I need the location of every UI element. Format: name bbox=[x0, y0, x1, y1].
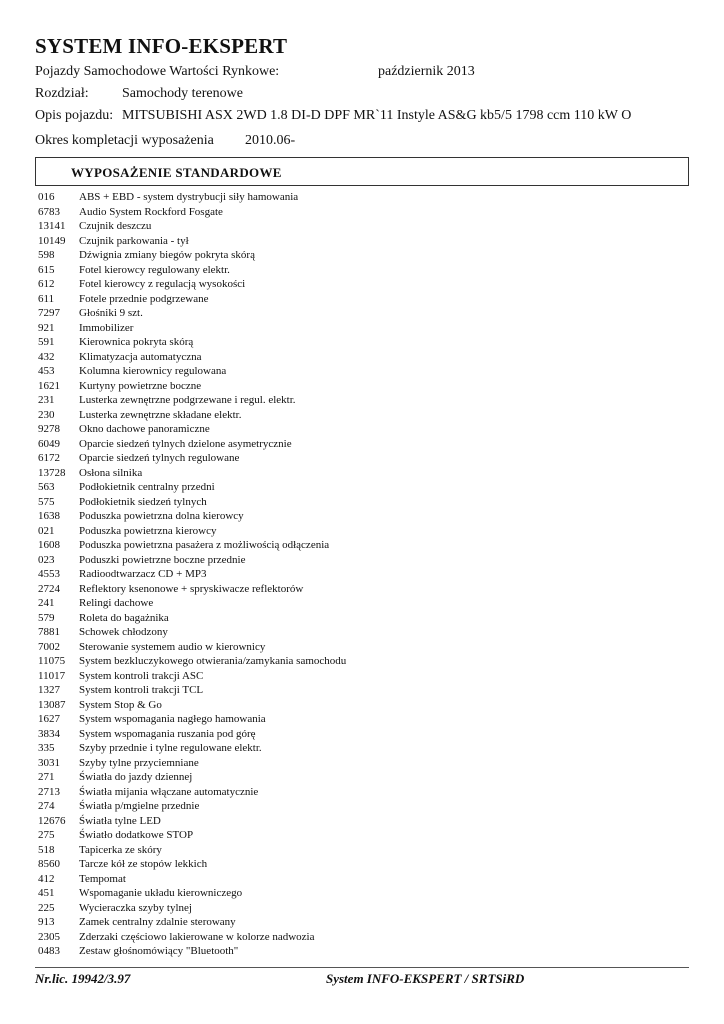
list-item bbox=[38, 814, 688, 829]
equipment-name: Oparcie siedzeń tylnych regulowane bbox=[79, 452, 240, 464]
equipment-name: Kolumna kierownicy regulowana bbox=[79, 365, 227, 377]
equipment-name: Osłona silnika bbox=[79, 466, 143, 479]
equipment-code: 453 bbox=[38, 365, 55, 377]
equipment-code: 225 bbox=[38, 901, 55, 914]
equipment-name: Schowek chłodzony bbox=[79, 626, 168, 638]
equipment-code: 598 bbox=[38, 249, 55, 261]
equipment-code: 451 bbox=[38, 887, 55, 899]
list-item bbox=[38, 393, 688, 408]
list-item bbox=[38, 625, 688, 640]
equipment-name: Czujnik deszczu bbox=[79, 220, 152, 232]
list-item bbox=[38, 712, 688, 727]
equipment-code: 275 bbox=[38, 829, 55, 841]
equipment-code: 2713 bbox=[38, 785, 60, 798]
equipment-list bbox=[38, 190, 688, 959]
standard-equipment-header bbox=[35, 157, 689, 186]
equipment-name: Lusterka zewnętrzne podgrzewane i regul. elektr. bbox=[79, 394, 296, 406]
list-item bbox=[38, 248, 688, 263]
equipment-code: 2724 bbox=[38, 582, 60, 595]
equipment-name: Czujnik parkowania - tył bbox=[79, 234, 189, 247]
market-values-label: Pojazdy Samochodowe Wartości Rynkowe: bbox=[35, 64, 280, 79]
equipment-name: System kontroli trakcji ASC bbox=[79, 669, 204, 682]
equipment-name: Dźwignia zmiany biegów pokryta skórą bbox=[79, 249, 255, 261]
equipment-code: 12676 bbox=[38, 814, 66, 827]
equipment-name: Okno dachowe panoramiczne bbox=[79, 423, 210, 435]
document-title: SYSTEM INFO-EKSPERT bbox=[35, 34, 288, 58]
list-item bbox=[38, 263, 688, 278]
equipment-code: 1608 bbox=[38, 539, 60, 551]
list-item bbox=[38, 422, 688, 437]
list-item bbox=[38, 872, 688, 887]
equipment-name: Szyby przednie i tylne regulowane elektr. bbox=[79, 742, 262, 754]
list-item bbox=[38, 756, 688, 771]
equipment-name: Audio System Rockford Fosgate bbox=[79, 205, 223, 218]
list-item bbox=[38, 567, 688, 582]
list-item bbox=[38, 364, 688, 379]
list-item bbox=[38, 379, 688, 394]
equipment-code: 412 bbox=[38, 872, 55, 885]
equipment-code: 432 bbox=[38, 350, 55, 363]
list-item bbox=[38, 335, 688, 350]
list-item bbox=[38, 538, 688, 553]
equipment-code: 921 bbox=[38, 321, 55, 334]
equipment-code: 7002 bbox=[38, 640, 60, 653]
equipment-name: Fotel kierowcy z regulacją wysokości bbox=[79, 278, 246, 290]
footer-divider bbox=[35, 967, 689, 968]
equipment-name: System kontroli trakcji TCL bbox=[79, 684, 204, 696]
list-item bbox=[38, 683, 688, 698]
equipment-name: Lusterka zewnętrzne składane elektr. bbox=[79, 408, 242, 421]
equipment-name: System Stop & Go bbox=[79, 698, 162, 711]
list-item bbox=[38, 857, 688, 872]
equipment-name: Wspomaganie układu kierowniczego bbox=[79, 887, 243, 899]
equipment-code: 11075 bbox=[38, 655, 66, 667]
list-item bbox=[38, 495, 688, 510]
equipment-name: Kierownica pokryta skórą bbox=[79, 336, 194, 348]
list-item bbox=[38, 350, 688, 365]
equipment-code: 612 bbox=[38, 278, 55, 290]
list-item bbox=[38, 669, 688, 684]
equipment-code: 615 bbox=[38, 263, 55, 276]
equipment-period-label: Okres kompletacji wyposażenia bbox=[35, 133, 214, 148]
system-credit: System INFO-EKSPERT / SRTSiRD bbox=[326, 971, 525, 986]
equipment-name: System wspomagania ruszania pod górę bbox=[79, 727, 256, 740]
list-item bbox=[38, 785, 688, 800]
report-date: październik 2013 bbox=[378, 64, 475, 79]
equipment-code: 9278 bbox=[38, 423, 60, 435]
equipment-name: Radioodtwarzacz CD + MP3 bbox=[79, 568, 207, 580]
equipment-code: 271 bbox=[38, 771, 55, 783]
equipment-code: 241 bbox=[38, 597, 55, 609]
equipment-code: 0483 bbox=[38, 945, 60, 957]
list-item bbox=[38, 698, 688, 713]
equipment-code: 518 bbox=[38, 843, 55, 856]
equipment-code: 7881 bbox=[38, 626, 60, 638]
equipment-code: 1327 bbox=[38, 684, 60, 696]
list-item bbox=[38, 292, 688, 307]
list-item bbox=[38, 741, 688, 756]
list-item bbox=[38, 553, 688, 568]
equipment-name: Światła mijania włączane automatycznie bbox=[79, 785, 259, 798]
equipment-name: Zderzaki częściowo lakierowane w kolorze nadwozia bbox=[79, 930, 315, 943]
list-item bbox=[38, 451, 688, 466]
equipment-name: Roleta do bagażnika bbox=[79, 611, 169, 624]
list-item bbox=[38, 727, 688, 742]
list-item bbox=[38, 596, 688, 611]
list-item bbox=[38, 654, 688, 669]
equipment-code: 13728 bbox=[38, 466, 66, 479]
equipment-name: Fotel kierowcy regulowany elektr. bbox=[79, 263, 230, 276]
list-item bbox=[38, 321, 688, 336]
equipment-name: Szyby tylne przyciemniane bbox=[79, 756, 199, 769]
equipment-name: Podłokietnik centralny przedni bbox=[79, 481, 215, 493]
equipment-name: Światła p/mgielne przednie bbox=[79, 800, 200, 812]
equipment-code: 230 bbox=[38, 408, 55, 421]
list-item bbox=[38, 799, 688, 814]
list-item bbox=[38, 190, 688, 205]
equipment-name: Relingi dachowe bbox=[79, 597, 154, 609]
equipment-code: 11017 bbox=[38, 669, 66, 682]
equipment-code: 3834 bbox=[38, 727, 60, 740]
list-item bbox=[38, 611, 688, 626]
equipment-name: Poduszki powietrzne boczne przednie bbox=[79, 553, 246, 566]
list-item bbox=[38, 466, 688, 481]
equipment-name: Zestaw głośnomówiący "Bluetooth" bbox=[79, 945, 239, 957]
list-item bbox=[38, 930, 688, 945]
section-value: Samochody terenowe bbox=[122, 86, 243, 101]
equipment-name: Reflektory ksenonowe + spryskiwacze reflektorów bbox=[79, 582, 304, 595]
equipment-name: Tarcze kół ze stopów lekkich bbox=[79, 858, 208, 870]
list-item bbox=[38, 944, 688, 959]
equipment-name: Sterowanie systemem audio w kierownicy bbox=[79, 640, 266, 653]
equipment-name: Zamek centralny zdalnie sterowany bbox=[79, 916, 236, 928]
list-item bbox=[38, 306, 688, 321]
equipment-code: 4553 bbox=[38, 568, 60, 580]
equipment-code: 6172 bbox=[38, 452, 60, 464]
equipment-name: Oparcie siedzeń tylnych dzielone asymetrycznie bbox=[79, 437, 292, 450]
equipment-code: 016 bbox=[38, 191, 55, 203]
vehicle-label: Opis pojazdu: bbox=[35, 108, 114, 123]
equipment-name: Poduszka powietrzna dolna kierowcy bbox=[79, 510, 244, 522]
equipment-name: Fotele przednie podgrzewane bbox=[79, 292, 209, 305]
equipment-period-value: 2010.06- bbox=[245, 133, 296, 148]
equipment-name: Poduszka powietrzna pasażera z możliwością odłączenia bbox=[79, 539, 330, 551]
list-item bbox=[38, 437, 688, 452]
equipment-code: 579 bbox=[38, 611, 55, 624]
list-item bbox=[38, 205, 688, 220]
equipment-name: ABS + EBD - system dystrybucji siły hamowania bbox=[79, 191, 299, 203]
license-number: Nr.lic. 19942/3.97 bbox=[35, 971, 131, 986]
section-label: Rozdział: bbox=[35, 86, 89, 101]
equipment-name: Światła tylne LED bbox=[79, 814, 161, 827]
list-item bbox=[38, 408, 688, 423]
equipment-code: 6049 bbox=[38, 437, 60, 450]
list-item bbox=[38, 640, 688, 655]
equipment-code: 3031 bbox=[38, 756, 60, 769]
equipment-code: 1627 bbox=[38, 713, 60, 725]
equipment-code: 13141 bbox=[38, 220, 66, 232]
equipment-code: 335 bbox=[38, 742, 55, 754]
equipment-code: 1621 bbox=[38, 379, 60, 392]
equipment-code: 8560 bbox=[38, 858, 60, 870]
equipment-name: Tapicerka ze skóry bbox=[79, 843, 162, 856]
equipment-code: 10149 bbox=[38, 234, 66, 247]
equipment-code: 7297 bbox=[38, 307, 60, 319]
list-item bbox=[38, 843, 688, 858]
list-item bbox=[38, 915, 688, 930]
equipment-code: 611 bbox=[38, 292, 55, 305]
equipment-code: 231 bbox=[38, 394, 55, 406]
equipment-code: 274 bbox=[38, 800, 55, 812]
vehicle-description: MITSUBISHI ASX 2WD 1.8 DI-D DPF MR`11 Instyle AS&G kb5/5 1798 ccm 110 kW O bbox=[122, 108, 632, 123]
list-item bbox=[38, 509, 688, 524]
equipment-code: 13087 bbox=[38, 698, 66, 711]
standard-equipment-title: WYPOSAŻENIE STANDARDOWE bbox=[71, 165, 282, 180]
equipment-code: 2305 bbox=[38, 930, 60, 943]
equipment-name: Kurtyny powietrzne boczne bbox=[79, 379, 202, 392]
equipment-code: 575 bbox=[38, 495, 55, 508]
equipment-code: 913 bbox=[38, 916, 55, 928]
list-item bbox=[38, 828, 688, 843]
equipment-code: 1638 bbox=[38, 510, 60, 522]
equipment-name: Klimatyzacja automatyczna bbox=[79, 350, 202, 363]
equipment-name: System bezkluczykowego otwierania/zamykania samochodu bbox=[79, 655, 347, 667]
list-item bbox=[38, 234, 688, 249]
equipment-name: System wspomagania nagłego hamowania bbox=[79, 713, 266, 725]
equipment-code: 591 bbox=[38, 336, 55, 348]
equipment-code: 023 bbox=[38, 553, 55, 566]
list-item bbox=[38, 770, 688, 785]
equipment-name: Tempomat bbox=[79, 872, 126, 885]
equipment-code: 6783 bbox=[38, 205, 60, 218]
equipment-name: Wycieraczka szyby tylnej bbox=[79, 901, 192, 914]
list-item bbox=[38, 886, 688, 901]
equipment-name: Światła do jazdy dziennej bbox=[79, 771, 193, 783]
equipment-name: Podłokietnik siedzeń tylnych bbox=[79, 495, 207, 508]
equipment-name: Głośniki 9 szt. bbox=[79, 307, 143, 319]
equipment-name: Światło dodatkowe STOP bbox=[79, 829, 194, 841]
equipment-code: 021 bbox=[38, 524, 55, 537]
list-item bbox=[38, 582, 688, 597]
equipment-name: Poduszka powietrzna kierowcy bbox=[79, 524, 217, 537]
list-item bbox=[38, 219, 688, 234]
list-item bbox=[38, 901, 688, 916]
equipment-code: 563 bbox=[38, 481, 55, 493]
list-item bbox=[38, 524, 688, 539]
equipment-name: Immobilizer bbox=[79, 321, 134, 334]
list-item bbox=[38, 277, 688, 292]
list-item bbox=[38, 480, 688, 495]
